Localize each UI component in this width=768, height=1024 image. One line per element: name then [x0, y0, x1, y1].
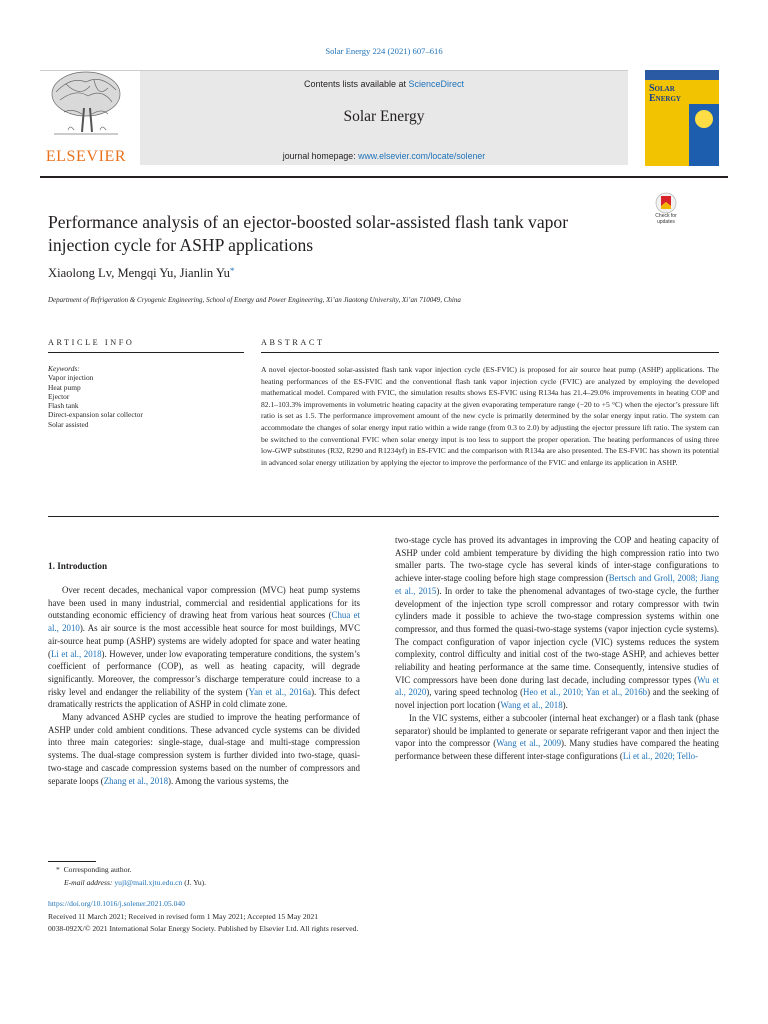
citation-link[interactable]: Wu et al., 2020 [395, 674, 719, 698]
paragraph-text: Many advanced ASHP cycles are studied to improve the heating performance of ASHP under cold ambient conditions. These advanced cycle systems can be divided into three main categories: single-stage, dual-stage and multi-stage compression systems. The dual-stage compression system is further divided into two-stage, quasi-two-stage and cascade compression systems based on the number of compressors and separate loops ( [48, 712, 360, 786]
keywords-label: Keywords: [48, 364, 80, 373]
abstract-bottom-rule [48, 516, 719, 517]
article-info-heading: ARTICLE INFO [48, 338, 135, 347]
article-info-rule [48, 352, 244, 353]
citation-link[interactable]: Li et al., 2018 [50, 648, 102, 659]
keywords-block [48, 364, 244, 429]
abstract-text: A novel ejector-boosted solar-assisted flash tank vapor injection cycle (ES-FVIC) is proposed for air source heat pump (ASHP) applications. The heating performances of the ES-FVIC and the conventional flash tank vapor injection cycle (FVIC) are analyzed by employing the developed mathematical model. Compared with FVIC, the simulation results shows ES-FVIC using R134a has 21.4–29.0% improvements in heating COP and 82.1–103.3% improvements in volumetric heating capacity at the given evaporating temperature range (−20 to +5 °C) when the ejector’s pressure lift ratio is set as 1.5. The performance improvement amount of the new cycle is primarily determined by the solar energy input ratio. The system can accommodate the changes of solar energy input ratio within a wide range (from 0.3 to 2.0) by adjusting the ejector pressure lift ratio. The system can be switched to the conventional FVIC when solar energy input is too less to support the proper operation. The heating performances of using three low-GWP substitutes (R32, R290 and R1234yf) in ES-FVIC and the comparison with R134a are also presented. The ES-FVIC has shown its potential in advanced solar energy utilization by applying the ejector to improve the performance of the FVIC and enlarge its application in ASHP. [261, 365, 719, 467]
email-note [64, 878, 206, 887]
doi-link[interactable]: https://doi.org/10.1016/j.solener.2021.05.040 [48, 899, 185, 908]
citation-link[interactable]: Chua et al., 2010 [48, 610, 361, 634]
author-list [48, 266, 234, 281]
keyword-item: Ejector [48, 391, 70, 401]
citation-link[interactable]: Li et al., 2020; Tello- [622, 750, 698, 761]
keyword-item: Flash tank [48, 401, 79, 411]
received-dates: Received 11 March 2021; Received in revised form 1 May 2021; Accepted 15 May 2021 [48, 912, 319, 921]
contents-availability [140, 79, 628, 89]
elsevier-tree-icon [46, 68, 126, 144]
elsevier-wordmark: ELSEVIER [45, 148, 127, 165]
paragraph-text: ). This defect dramatically restricts the application of ASHP in cold climate zone. [48, 686, 360, 710]
keyword-item: Direct-expansion solar collector [48, 410, 143, 420]
paragraph-text: ). Among the various systems, the [168, 775, 289, 786]
introduction-heading: 1. Introduction [48, 561, 108, 571]
intro-paragraph [395, 534, 719, 712]
citation-link[interactable]: Zhang et al., 2018 [103, 775, 169, 786]
paragraph-text: ), varing speed technolog ( [426, 687, 524, 698]
article-title [48, 211, 608, 257]
citation-link[interactable]: Yan et al., 2016a [248, 686, 312, 697]
journal-citation[interactable]: Solar Energy 224 (2021) 607–616 [325, 46, 443, 56]
header-bottom-rule [40, 176, 728, 178]
footnote-text: Corresponding author. [63, 865, 132, 874]
doi-line [48, 899, 185, 908]
intro-paragraph [48, 711, 360, 787]
copyright-notice: 0038-092X/© 2021 International Solar Energy Society. Published by Elsevier Ltd. All rights reserved. [48, 924, 359, 933]
author-names: Xiaolong Lv, Mengqi Yu, Jianlin Yu [48, 266, 230, 280]
article-title-line2: injection cycle for ASHP applications [48, 235, 314, 255]
paragraph-text: ). In order to take the phenomenal advantages of two-stage cycle, the further development of the injection type scroll compressor and rotary compressor with twin cylinders made it possible to achieve the two-stage compression systems within one compressor, and thus formed the quasi-two-stage systems (vapor injection cycle systems). The compact configuration of vapor injection cycle (VIC) systems reduces the system complexity, control difficulty and initial cost of the two-stage ASHP, and achieves better reliability and heating performance at the same time. Consequently, intensive studies of VIC compressors have been done during last decade, including compressor types ( [395, 585, 720, 685]
citation-link[interactable]: Wang et al., 2009 [496, 738, 562, 749]
cover-title [649, 84, 693, 104]
check-updates-line2: updates [657, 218, 675, 225]
abstract-heading: ABSTRACT [261, 338, 325, 347]
footnote-mark: * [56, 865, 60, 874]
email-link[interactable]: yujl@mail.xjtu.edu.cn [114, 878, 183, 887]
left-column [48, 584, 360, 787]
citation-link[interactable]: Heo et al., 2010; Yan et al., 2016b [523, 687, 648, 698]
citation-link[interactable]: Bertsch and Groll, 2008; Jiang et al., 2015 [395, 573, 719, 596]
keyword-item: Vapor injection [48, 373, 94, 383]
journal-homepage [140, 151, 628, 161]
paragraph-text: ). [562, 700, 568, 711]
intro-paragraph [48, 584, 360, 711]
check-updates-icon [655, 192, 677, 214]
keyword-item: Solar assisted [48, 419, 89, 429]
check-for-updates-badge[interactable] [648, 192, 684, 232]
right-column [395, 534, 719, 763]
contents-prefix: Contents lists available at [303, 79, 409, 89]
footnote-rule [48, 861, 96, 862]
paragraph-text: ) and the seeking of novel injection port location ( [395, 687, 719, 711]
journal-cover-image[interactable] [645, 70, 719, 166]
journal-name: Solar Energy [343, 108, 425, 125]
abstract-rule [261, 352, 719, 353]
intro-paragraph [395, 712, 719, 763]
corresponding-author-note [56, 865, 132, 874]
paragraph-text: ). As air source is the most accessible heat source for most buildings, MVC air-source heat pump (ASHP) systems are widely adopted for space and water heating ( [48, 623, 360, 659]
sciencedirect-link[interactable]: ScienceDirect [408, 79, 465, 89]
citation-link[interactable]: Wang et al., 2018 [500, 700, 563, 711]
check-updates-label [648, 214, 684, 225]
corresponding-author-mark[interactable]: * [229, 266, 235, 276]
paragraph-text: ). Many studies have compared the heating performance between these different inter-stage configurations ( [395, 738, 719, 761]
check-updates-line1: Check for [655, 213, 677, 219]
keyword-item: Heat pump [48, 382, 81, 392]
paragraph-text: In the VIC systems, either a subcooler (internal heat exchanger) or a flash tank (phase separator) should be implanted to generate or separate refrigerant vapor and then inject the vapor into the compressor ( [395, 712, 719, 749]
homepage-prefix: journal homepage: [282, 151, 359, 161]
cover-sun-icon [695, 110, 713, 128]
email-suffix: (J. Yu). [182, 878, 207, 887]
article-title-line1: Performance analysis of an ejector-boosted solar-assisted flash tank vapor [48, 212, 569, 232]
paragraph-text: two-stage cycle has proved its advantages in improving the COP and heating capacity of ASHP under cold ambient temperature by dividing the high compression ratio into two smaller parts. The two-stage cycle has several kinds of inter-stage configurations to achieve inter-stage cooling before high stage compression ( [395, 535, 719, 584]
homepage-link[interactable]: www.elsevier.com/locate/solener [358, 151, 486, 161]
elsevier-logo[interactable] [40, 68, 132, 166]
cover-title-line1: Solar [649, 83, 675, 94]
email-label: E-mail address: [64, 878, 113, 887]
paragraph-text: ). However, under low evaporating temperature conditions, the system’s coefficient of performance (COP), as well as heating capacity, will degrade significantly. Moreover, the compressor’s discharge temperature could increase to a risky level and endanger the reliability of the system ( [48, 648, 360, 697]
cover-title-line2: Energy [649, 93, 681, 104]
paragraph-text: Over recent decades, mechanical vapor compression (MVC) heat pump systems have been used in many industrial, commercial and residential applications for its outstanding economic efficiency of drawing heat from various heat sources ( [48, 585, 360, 621]
author-affiliation: Department of Refrigeration & Cryogenic Engineering, School of Energy and Power Engineering, Xi’an Jiaotong University, Xi’an 710049, China [48, 296, 461, 304]
cover-top-strip [645, 70, 719, 80]
